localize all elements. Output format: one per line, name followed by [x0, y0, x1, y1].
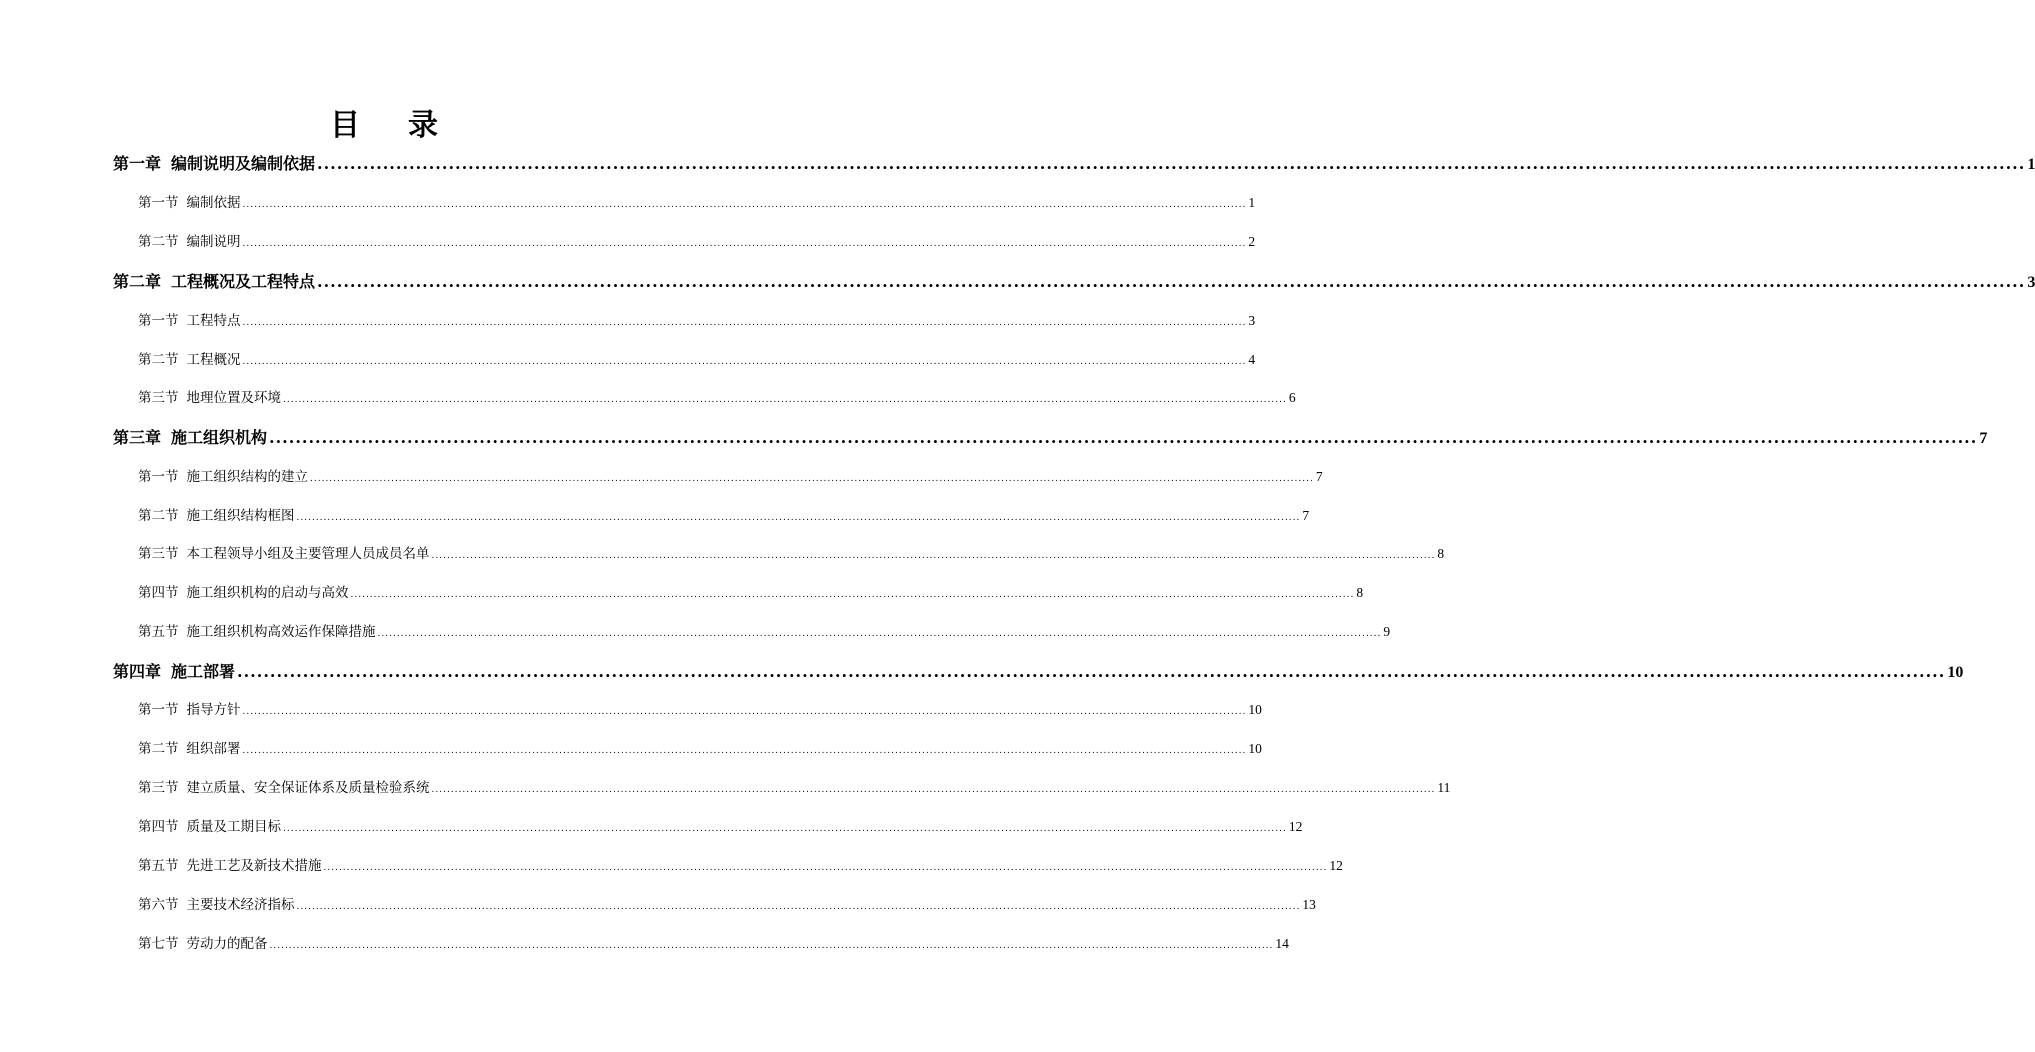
toc-entry-number: 第二节 — [138, 508, 179, 524]
toc-dot-leader: .................................................................................................................................................................................................................................................................... — [377, 629, 1382, 639]
toc-section-entry[interactable] — [138, 465, 1323, 485]
toc-entry-title: 编制说明 — [186, 234, 241, 250]
toc-dot-leader: .................................................................................................................................................................................................................................................................... — [269, 941, 1274, 951]
toc-page-number: 1 — [1248, 195, 1256, 210]
toc-entry-title: 本工程领导小组及主要管理人员成员名单 — [186, 546, 430, 562]
toc-entry-title: 编制依据 — [186, 195, 241, 211]
toc-entry-number: 第五节 — [138, 858, 179, 874]
toc-section-entry[interactable] — [138, 542, 1445, 562]
toc-dot-leader: .................................................................................................................................................................................................................................................................... — [296, 513, 1301, 523]
toc-entry-number: 第四节 — [138, 819, 179, 835]
toc-entry-number: 第三节 — [138, 390, 179, 406]
toc-entry-title: 劳动力的配备 — [186, 936, 268, 952]
toc-page-number: 2 — [1248, 234, 1256, 249]
toc-page-number: 9 — [1383, 624, 1391, 639]
toc-dot-leader: .................................................................................................................................................................................................................................................................... — [242, 357, 1247, 367]
toc-section-entry[interactable] — [138, 191, 1256, 211]
toc-page-number: 4 — [1248, 352, 1256, 367]
toc-section-entry[interactable] — [138, 932, 1289, 952]
toc-entry-number: 第七节 — [138, 936, 179, 952]
toc-entry-number: 第一节 — [138, 313, 179, 329]
toc-page-number: 12 — [1288, 819, 1303, 834]
toc-page-number: 3 — [1248, 313, 1256, 328]
toc-entry-title: 质量及工期目标 — [186, 819, 281, 835]
toc-entry-number: 第四节 — [138, 585, 179, 601]
toc-title-right: 录 — [408, 108, 440, 143]
toc-page-number: 7 — [1302, 508, 1310, 523]
toc-page-number: 1 — [2027, 156, 2035, 173]
toc-page-number: 14 — [1275, 936, 1289, 951]
toc-entry-number: 第二节 — [138, 352, 179, 368]
toc-entry-number: 第二章 — [113, 272, 162, 291]
toc-dot-leader: .................................................................................................................................................................................................................................................................... — [242, 200, 1247, 210]
toc-section-entry[interactable] — [138, 504, 1310, 524]
toc-entry-title: 编制说明及编制依据 — [171, 154, 316, 173]
toc-entry-title: 指导方针 — [186, 702, 241, 718]
toc-dot-leader: .................................................................................................................................................................................................................................................................... — [242, 746, 1247, 756]
toc-entry-title: 施工组织机构高效运作保障措施 — [186, 624, 376, 640]
toc-dot-leader: .................................................................................................................................................................................................................................................................... — [237, 662, 1946, 681]
toc-entry-title: 建立质量、安全保证体系及质量检验系统 — [186, 780, 430, 796]
toc-entry-title: 地理位置及环境 — [186, 390, 281, 406]
toc-page-number: 3 — [2027, 274, 2035, 291]
toc-chapter-entry[interactable] — [113, 425, 1988, 448]
toc-entry-title: 施工部署 — [171, 662, 236, 681]
toc-entry-number: 第六节 — [138, 897, 179, 913]
toc-page-number: 8 — [1437, 546, 1445, 561]
toc-entry-title: 组织部署 — [186, 741, 241, 757]
toc-entry-title: 施工组织机构的启动与高效 — [186, 585, 349, 601]
toc-page-number: 10 — [1248, 741, 1262, 756]
toc-section-entry[interactable] — [138, 893, 1316, 913]
toc-page-number: 7 — [1315, 469, 1323, 484]
toc-chapter-entry[interactable] — [113, 659, 1964, 682]
toc-section-entry[interactable] — [138, 815, 1303, 835]
toc-section-entry[interactable] — [138, 581, 1364, 601]
toc-dot-leader: .................................................................................................................................................................................................................................................................... — [242, 239, 1247, 249]
toc-page-number: 7 — [1979, 430, 1988, 447]
toc-entry-number: 第一节 — [138, 469, 179, 485]
toc-dot-leader: .................................................................................................................................................................................................................................................................... — [323, 863, 1328, 873]
toc-page-number: 11 — [1437, 780, 1451, 795]
toc-section-entry[interactable] — [138, 230, 1256, 250]
toc-page-number: 6 — [1288, 390, 1296, 405]
toc-page-number: 10 — [1947, 664, 1964, 681]
toc-entry-number: 第三节 — [138, 780, 179, 796]
toc-section-entry[interactable] — [138, 348, 1256, 368]
toc-dot-leader: .................................................................................................................................................................................................................................................................... — [317, 154, 2026, 173]
toc-section-entry[interactable] — [138, 620, 1391, 640]
toc-section-entry[interactable] — [138, 854, 1343, 874]
toc-entry-title: 先进工艺及新技术措施 — [186, 858, 322, 874]
toc-entry-number: 第一章 — [113, 154, 162, 173]
toc-chapter-entry[interactable] — [113, 151, 2035, 174]
toc-entry-number: 第三节 — [138, 546, 179, 562]
toc-chapter-entry[interactable] — [113, 269, 2035, 292]
toc-entry-number: 第二节 — [138, 234, 179, 250]
toc-page-number: 8 — [1356, 585, 1364, 600]
toc-entry-number: 第一节 — [138, 702, 179, 718]
toc-entry-title: 施工组织结构的建立 — [186, 469, 308, 485]
toc-dot-leader: .................................................................................................................................................................................................................................................................... — [283, 395, 1287, 405]
toc-dot-leader: .................................................................................................................................................................................................................................................................... — [269, 428, 1978, 447]
toc-dot-leader: .................................................................................................................................................................................................................................................................... — [242, 707, 1247, 717]
toc-section-entry[interactable] — [138, 698, 1262, 718]
toc-entry-title: 工程概况及工程特点 — [171, 272, 316, 291]
toc-dot-leader: .................................................................................................................................................................................................................................................................... — [431, 551, 1436, 561]
toc-dot-leader: .................................................................................................................................................................................................................................................................... — [317, 272, 2026, 291]
toc-entry-number: 第五节 — [138, 624, 179, 640]
toc-section-entry[interactable] — [138, 737, 1262, 757]
toc-entry-title: 工程特点 — [186, 313, 241, 329]
toc-entry-number: 第三章 — [113, 428, 162, 447]
toc-entry-title: 施工组织机构 — [171, 428, 268, 447]
toc-title-left: 目 — [330, 108, 362, 143]
toc-entry-title: 施工组织结构框图 — [186, 508, 295, 524]
toc-entry-title: 工程概况 — [186, 352, 241, 368]
toc-dot-leader: .................................................................................................................................................................................................................................................................... — [350, 590, 1355, 600]
toc-entry-number: 第二节 — [138, 741, 179, 757]
toc-dot-leader: .................................................................................................................................................................................................................................................................... — [310, 474, 1314, 484]
toc-page-number: 10 — [1248, 702, 1262, 717]
toc-title — [0, 100, 770, 144]
toc-entry-number: 第四章 — [113, 662, 162, 681]
toc-entry-title: 主要技术经济指标 — [186, 897, 295, 913]
toc-dot-leader: .................................................................................................................................................................................................................................................................... — [283, 824, 1287, 834]
toc-dot-leader: .................................................................................................................................................................................................................................................................... — [431, 785, 1436, 795]
toc-section-entry[interactable] — [138, 386, 1296, 406]
toc-section-entry[interactable] — [138, 309, 1256, 329]
toc-page-number: 13 — [1302, 897, 1316, 912]
toc-page-number: 12 — [1329, 858, 1343, 873]
toc-dot-leader: .................................................................................................................................................................................................................................................................... — [296, 902, 1301, 912]
toc-section-entry[interactable] — [138, 776, 1451, 796]
toc-dot-leader: .................................................................................................................................................................................................................................................................... — [242, 318, 1247, 328]
toc-entry-number: 第一节 — [138, 195, 179, 211]
